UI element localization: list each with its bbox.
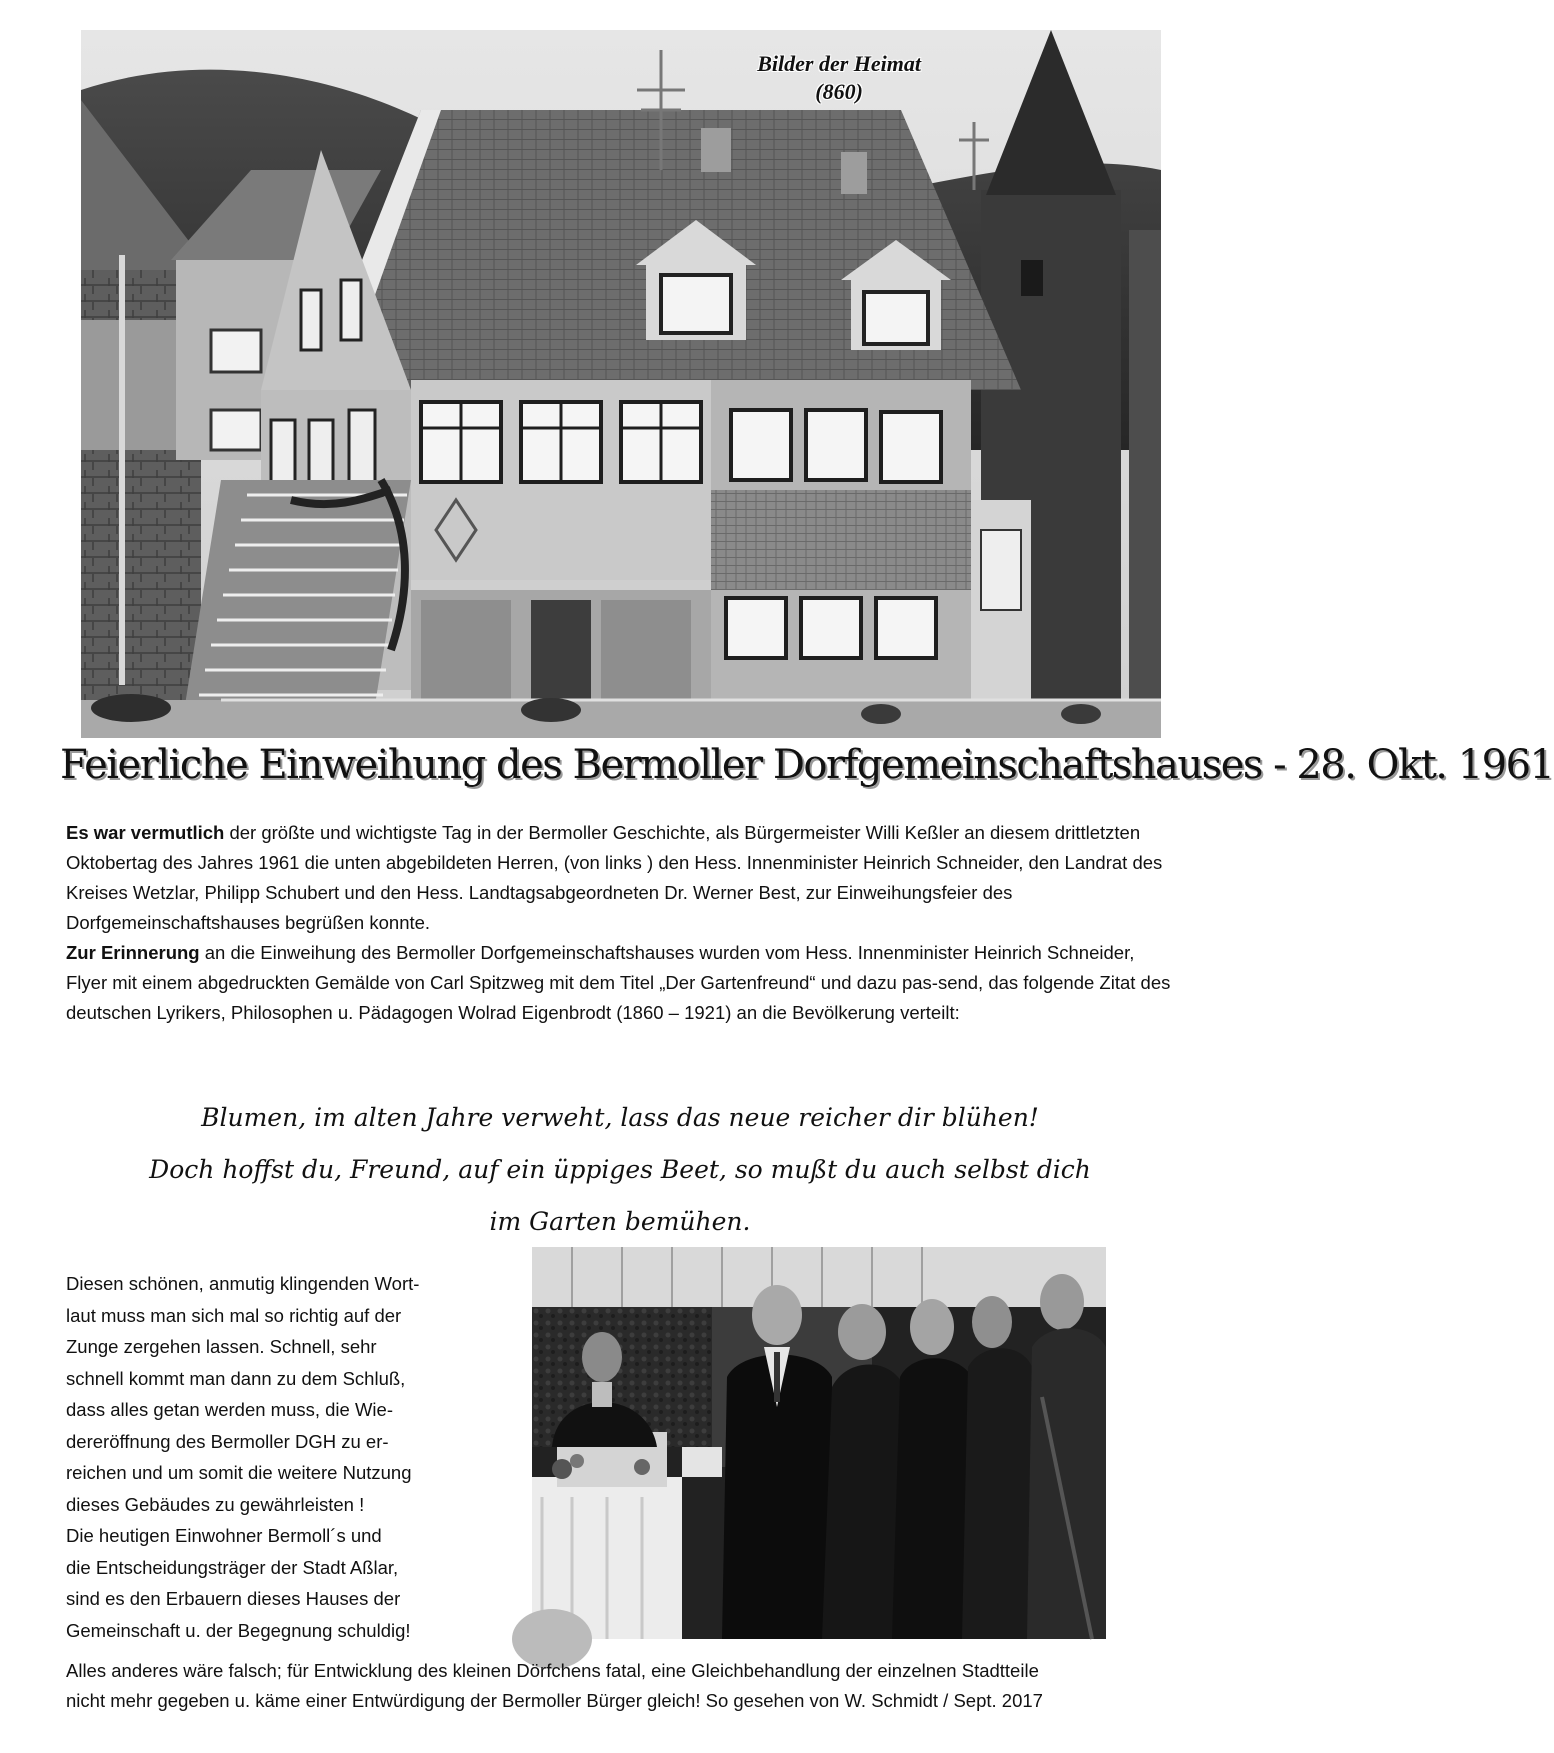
- quote-line-2: Doch hoffst du, Freund, auf ein üppiges Beet, so mußt du auch selbst dich: [149, 1155, 1091, 1184]
- commentary-line: Die heutigen Einwohner Bermoll´s und: [66, 1525, 382, 1546]
- commentary-text: [66, 1268, 476, 1646]
- commentary-line: Gemeinschaft u. der Begegnung schuldig!: [66, 1619, 411, 1641]
- intro-paragraph-1: [66, 818, 1178, 938]
- closing-line: Alles anderes wäre falsch; für Entwicklung des kleinen Dörfchens fatal, eine Gleichbehandlung der einzelnen Stadtteile: [66, 1660, 1039, 1681]
- quote-line-3: im Garten bemühen.: [489, 1207, 751, 1236]
- commentary-line: Zunge zergehen lassen. Schnell, sehr: [66, 1336, 377, 1357]
- photo-caption-title: Bilder der Heimat: [757, 51, 921, 76]
- quote-line-1: Blumen, im alten Jahre verweht, lass das neue reicher dir blühen!: [201, 1103, 1039, 1132]
- photo-caption-number: (860): [815, 79, 863, 104]
- commentary-line: die Entscheidungsträger der Stadt Aßlar,: [66, 1556, 399, 1578]
- commentary-line: sind es den Erbauern dieses Hauses der: [66, 1588, 401, 1609]
- commentary-line: schnell kommt man dann zu dem Schluß,: [66, 1367, 406, 1389]
- commentary-line: dieses Gebäudes zu gewährleisten !: [66, 1493, 365, 1515]
- commentary-line: dass alles getan werden muss, die Wie-: [66, 1399, 393, 1420]
- officials-illustration: [532, 1247, 1106, 1639]
- community-house-illustration: [81, 30, 1161, 738]
- commentary-line: reichen und um somit die weitere Nutzung: [66, 1462, 412, 1483]
- eigenbrodt-quote: [60, 1092, 1180, 1248]
- intro-paragraph-2-body: an die Einweihung des Bermoller Dorfgemeinschaftshauses wurden vom Hess. Innenminister Heinrich Schneider, Flyer mit einem abgedruckten Gemälde von Carl Spitzweg mit dem Titel „Der Gartenfreund“ und dazu pas-send, das folgende Zitat des deutschen Lyrikers, Philosophen u. Pädagogen Wolrad Eigenbrodt (1860 – 1921) an die Bevölkerung verteilt:: [66, 942, 1171, 1023]
- intro-text: [66, 818, 1178, 1028]
- photo-caption: [757, 50, 921, 106]
- intro-paragraph-1-body: der größte und wichtigste Tag in der Bermoller Geschichte, als Bürgermeister Willi Keßler an diesem drittletzten Oktobertag des Jahres 1961 die unten abgebildeten Herren, (von links ) den Hess. Innenminister Heinrich Schneider, den Landrat des Kreises Wetzlar, Philipp Schubert und den Hess. Landtagsabgeordneten Dr. Werner Best, zur Einweihungsfeier des Dorfgemeinschaftshauses begrüßen konnte.: [66, 822, 1163, 933]
- closing-text: [66, 1656, 1178, 1716]
- commentary-line: dereröffnung des Bermoller DGH zu er-: [66, 1430, 389, 1452]
- intro-paragraph-2-lead: Zur Erinnerung: [66, 942, 200, 963]
- page-headline: Feierliche Einweihung des Bermoller Dorfgemeinschaftshauses - 28. Okt. 1961: [60, 742, 1554, 788]
- commentary-line: Diesen schönen, anmutig klingenden Wort-: [66, 1273, 420, 1294]
- intro-paragraph-2: [66, 938, 1178, 1028]
- intro-paragraph-1-lead: Es war vermutlich: [66, 822, 225, 843]
- commentary-line: laut muss man sich mal so richtig auf der: [66, 1304, 402, 1326]
- officials-photo: [532, 1247, 1106, 1639]
- community-house-photo: [81, 30, 1161, 738]
- closing-line: nicht mehr gegeben u. käme einer Entwürdigung der Bermoller Bürger gleich! So gesehen von W. Schmidt / Sept. 2017: [66, 1690, 1043, 1711]
